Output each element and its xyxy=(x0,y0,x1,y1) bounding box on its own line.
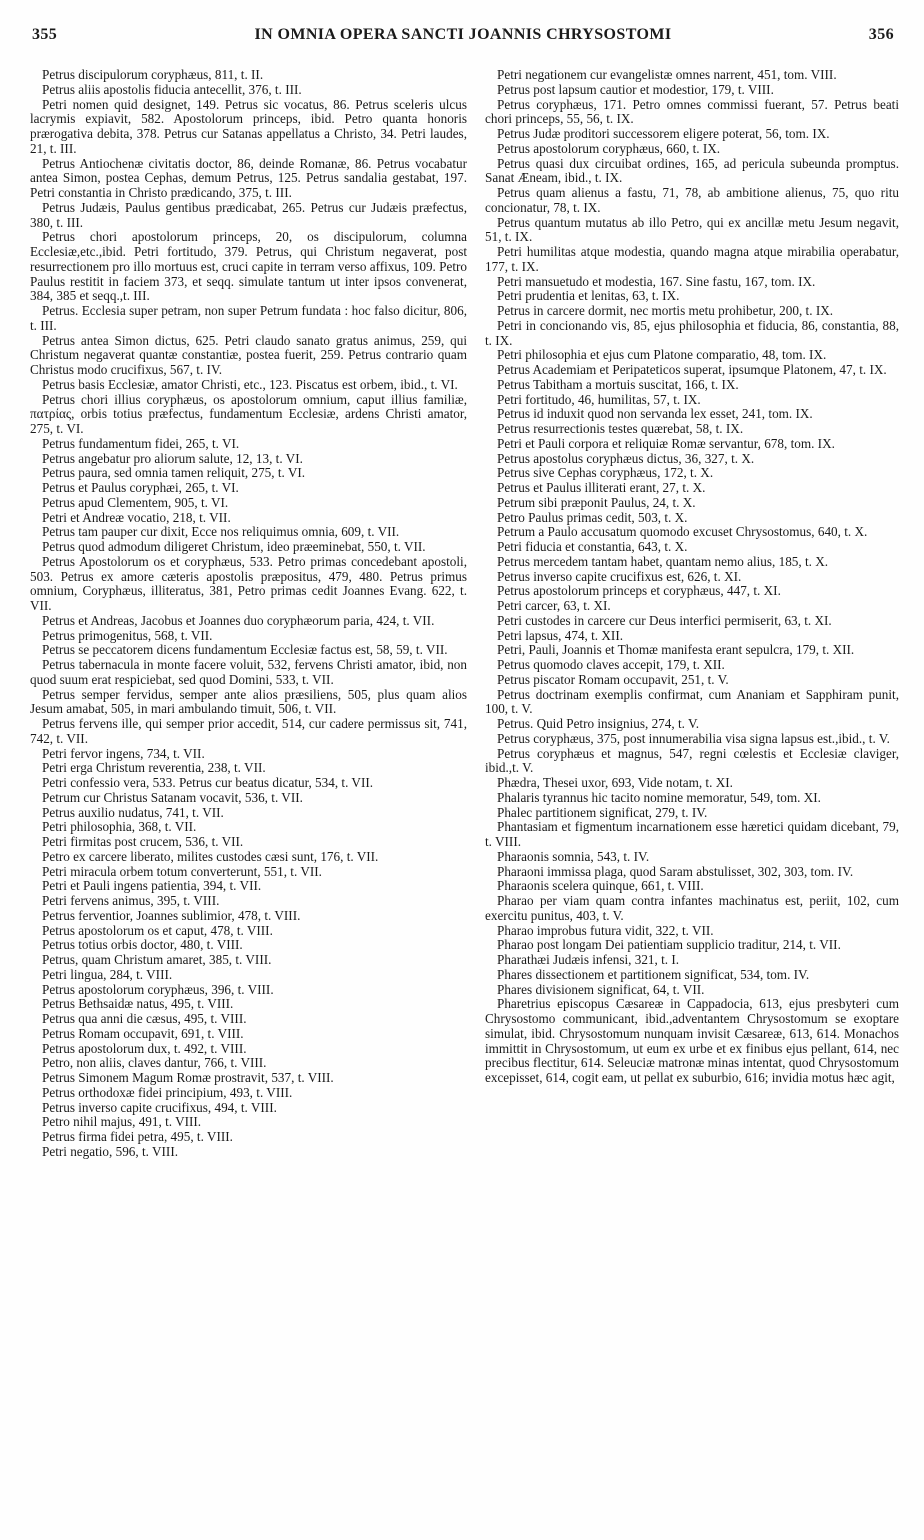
running-title: IN OMNIA OPERA SANCTI JOANNIS CHRYSOSTOMI xyxy=(254,26,672,43)
index-entry: Petrum a Paulo accusatum quomodo excuset Chrysostomus, 640, t. X. xyxy=(497,524,868,540)
index-entry: Phalaris tyrannus hic tacito nomine memoratur, 549, tom. XI. xyxy=(497,789,821,805)
index-entry: Pharao post longam Dei patientiam supplicio traditur, 214, t. VII. xyxy=(497,937,841,953)
index-entry: Pharetrius episcopus Cæsareæ in Cappadocia, 613, ejus presbyteri cum Chrysostomo communicant, ibid.,adventantem Chrysostomum se exoptare simulat, ibid. Chrysostomum nunquam invisit Cæsareæ, 613, 614. Monachos immittit in Chrysostomum, ut eum ex urbe et ex finibus ejus pellant, 614, nec precibus flectitur, 614. Seleuciæ matronæ minas intentat, quod Chrysostomum excepisset, 614, cogit eam, ut pellat ex suburbio, 616; invidia motus hæc agit, xyxy=(485,996,899,1085)
index-entry: Petrus discipulorum coryphæus, 811, t. II. xyxy=(42,68,264,82)
index-entry: Petri nomen quid designet, 149. Petrus sic vocatus, 86. Petrus sceleris ulcus lacrymis expiavit, 582. Apostolorum princeps, ibid. Petro quanta honoris prærogativa debita, 378. Petrus cur Satanas appellatus a Christo, 34. Petri laudes, 21, t. III. xyxy=(30,96,467,156)
index-entry: Petri et Pauli corpora et reliquiæ Romæ servantur, 678, tom. IX. xyxy=(497,435,835,451)
index-entry: Petri in concionando vis, 85, ejus philosophia et fiducia, 86, constantia, 88, t. IX. xyxy=(485,317,899,348)
index-entry: Petrus et Andreas, Jacobus et Joannes duo coryphæorum paria, 424, t. VII. xyxy=(42,612,435,628)
index-entry: Petri miracula orbem totum converterunt, 551, t. VII. xyxy=(42,863,322,879)
index-entry: Petrus quomodo claves accepit, 179, t. XII. xyxy=(497,657,725,672)
index-entry: Petrus Judæis, Paulus gentibus prædicabat, 265. Petrus cur Judæis præfectus, 380, t. III. xyxy=(30,199,467,230)
index-entry: Petrus paura, sed omnia tamen reliquit, 275, t. VI. xyxy=(42,465,306,481)
index-entry: Petrus Tabitham a mortuis suscitat, 166, t. IX. xyxy=(497,376,739,392)
index-entry: Petrus apostolorum coryphæus, 660, t. IX. xyxy=(497,140,721,156)
index-entry: Petrus mercedem tantam habet, quantam nemo alius, 185, t. X. xyxy=(497,553,829,569)
index-entry: Pharao per viam quam contra infantes machinatus est, periit, 102, cum exercitu punitus, 403, t. V. xyxy=(485,893,899,923)
index-entry: Petrus Apostolorum os et coryphæus, 533. Petro primas concedebant apostoli, 503. Petrus ex amore cæteris apostolis præpositus, 479, 480. Petrus primus omnium, Coryphæus, illiteratus, 381, Petro primas cedit Joannes Evang. 622, t. VII. xyxy=(30,553,467,613)
index-entry: Petrus. Quid Petro insignius, 274, t. V. xyxy=(497,716,700,731)
index-entry: Petrus Antiochenæ civitatis doctor, 86, deinde Romanæ, 86. Petrus vocabatur antea Simon, postea Cephas, demum Petrus, 125. Petrus sandalia gestabat, 197. Petri constantia in Christo prædicando, 375, t. III. xyxy=(30,155,467,200)
index-entry: Petrus totius orbis doctor, 480, t. VIII. xyxy=(42,937,243,953)
index-entry: Petrus inverso capite crucifixus, 494, t. VIII. xyxy=(42,1099,277,1115)
index-entry: Petrus inverso capite crucifixus est, 626, t. XI. xyxy=(497,568,742,584)
index-entry: Petrus qua anni die cæsus, 495, t. VIII. xyxy=(42,1011,247,1026)
index-entry: Petrus angebatur pro aliorum salute, 12, 13, t. VI. xyxy=(42,450,303,466)
index-entry: Petrus semper fervidus, semper ante alios præsiliens, 505, plus quam alios Jesum amabat, 505, in mari ambulando timuit, 506, t. VII. xyxy=(30,686,467,717)
index-entry: Phalec partitionem significat, 279, t. IV. xyxy=(497,804,708,820)
index-entry: Petrus et Paulus illiterati erant, 27, t. X. xyxy=(497,480,706,495)
index-entry: Petrus se peccatorem dicens fundamentum Ecclesiæ factus est, 58, 59, t. VII. xyxy=(42,642,448,658)
index-entry: Phares divisionem significat, 64, t. VII. xyxy=(497,981,705,997)
index-entry: Petro, non aliis, claves dantur, 766, t. VIII. xyxy=(42,1055,267,1071)
index-entry: Pharaoni immissa plaga, quod Saram abstulisset, 302, 303, tom. IV. xyxy=(497,863,854,879)
index-entry: Petrus Academiam et Peripateticos superat, ipsumque Platonem, 47, t. IX. xyxy=(497,362,887,377)
index-entry: Petrus quantum mutatus ab illo Petro, qui ex ancillæ metu Jesum negavit, 51, t. IX. xyxy=(485,214,899,245)
index-entry: Petri custodes in carcere cur Deus interfici permiserit, 63, t. XI. xyxy=(497,612,832,628)
index-entry: Petri fervens animus, 395, t. VIII. xyxy=(42,893,220,908)
index-entry: Petrus post lapsum cautior et modestior, 179, t. VIII. xyxy=(497,81,774,97)
index-entry: Petri et Pauli ingens patientia, 394, t. VII. xyxy=(42,878,262,894)
index-entry: Petri lapsus, 474, t. XII. xyxy=(497,627,624,643)
index-entry: Petrus, quam Christum amaret, 385, t. VIII. xyxy=(42,952,272,967)
index-entry: Petrus doctrinam exemplis confirmat, cum Ananiam et Sapphiram punit, 100, t. V. xyxy=(485,686,899,717)
index-entry: Petrus tam pauper cur dixit, Ecce nos reliquimus omnia, 609, t. VII. xyxy=(42,524,400,540)
index-entry: Petri philosophia et ejus cum Platone comparatio, 48, tom. IX. xyxy=(497,347,827,363)
index-entry: Petrum sibi præponit Paulus, 24, t. X. xyxy=(497,494,696,510)
index-entry: Petrus in carcere dormit, nec mortis metu prohibetur, 200, t. IX. xyxy=(497,303,834,318)
index-entry: Petro Paulus primas cedit, 503, t. X. xyxy=(497,509,688,525)
page-number-left: 355 xyxy=(32,26,58,43)
index-column-right xyxy=(485,68,899,1530)
index-entry: Petrus auxilio nudatus, 741, t. VII. xyxy=(42,804,224,820)
index-entry: Petri carcer, 63, t. XI. xyxy=(497,598,611,613)
index-entry: Petrus tabernacula in monte facere voluit, 532, fervens Christi amator, ibid, non quod suum erat respiciebat, sed quod Domini, 533, t. VII. xyxy=(30,657,467,687)
index-entry: Petri et Andreæ vocatio, 218, t. VII. xyxy=(42,509,231,525)
index-entry: Petrus orthodoxæ fidei principium, 493, t. VIII. xyxy=(42,1084,293,1100)
index-entry: Petrus apostolorum coryphæus, 396, t. VIII. xyxy=(42,981,274,997)
running-header xyxy=(32,14,894,48)
index-entry: Petri prudentia et lenitas, 63, t. IX. xyxy=(497,288,680,304)
index-entry: Petrus apud Clementem, 905, t. VI. xyxy=(42,494,229,510)
index-entry: Pharao improbus futura vidit, 322, t. VII. xyxy=(497,922,714,938)
index-entry: Petri negationem cur evangelistæ omnes narrent, 451, tom. VIII. xyxy=(497,68,837,82)
index-entry: Petrus Bethsaidæ natus, 495, t. VIII. xyxy=(42,996,234,1012)
index-entry: Petrus firma fidei petra, 495, t. VIII. xyxy=(42,1129,233,1144)
index-entry: Petrus apostolus coryphæus dictus, 36, 327, t. X. xyxy=(497,450,755,466)
index-entry: Petri philosophia, 368, t. VII. xyxy=(42,819,197,835)
index-entry: Petrus sive Cephas coryphæus, 172, t. X. xyxy=(497,465,714,481)
index-entry: Petrus Romam occupavit, 691, t. VIII. xyxy=(42,1025,244,1041)
index-entry: Petrus coryphæus, 171. Petro omnes commissi fuerant, 57. Petrus beati chori princeps, 55, 56, t. IX. xyxy=(485,96,899,127)
index-entry: Pharaonis somnia, 543, t. IV. xyxy=(497,848,650,864)
index-entry: Phædra, Thesei uxor, 693, Vide notam, t. XI. xyxy=(497,775,733,790)
index-entry: Petrus Judæ proditori successorem eligere poterat, 56, tom. IX. xyxy=(497,126,830,141)
index-entry: Petrus apostolorum princeps et coryphæus, 447, t. XI. xyxy=(497,583,781,599)
index-entry: Petrus quod admodum diligeret Christum, ideo præeminebat, 550, t. VII. xyxy=(42,539,426,554)
index-entry: Petrus resurrectionis testes quærebat, 58, t. IX. xyxy=(497,421,744,436)
index-entry: Petri erga Christum reverentia, 238, t. VII. xyxy=(42,760,266,776)
index-entry: Petrus. Ecclesia super petram, non super Petrum fundata : hoc falso dicitur, 806, t. III. xyxy=(30,303,467,333)
index-entry: Petrum cur Christus Satanam vocavit, 536, t. VII. xyxy=(42,789,303,805)
index-entry: Petrus Simonem Magum Romæ prostravit, 537, t. VIII. xyxy=(42,1070,334,1085)
index-entry: Petro ex carcere liberato, milites custodes cæsi sunt, 176, t. VII. xyxy=(42,848,379,864)
index-entry: Petrus chori apostolorum princeps, 20, os discipulorum, columna Ecclesiæ,etc.,ibid. Petri fortitudo, 379. Petrus, qui Christum negaverat, post resurrectionem pro illo mortuus est, cruci capite in terram verso affixus, 109. Petro Paulus restitit in faciem 373, et seqq. simulate tantum ut inter ipsos convenerat, 384, 385 et seqq.,t. III. xyxy=(30,229,467,304)
index-entry: Petro nihil majus, 491, t. VIII. xyxy=(42,1114,202,1130)
index-entry: Petri, Pauli, Joannis et Thomæ manifesta erant sepulcra, 179, t. XII. xyxy=(497,642,855,658)
index-entry: Petri negatio, 596, t. VIII. xyxy=(42,1143,179,1159)
index-entry: Petri fortitudo, 46, humilitas, 57, t. IX. xyxy=(497,391,701,407)
index-entry: Phares dissectionem et partitionem significat, 534, tom. IV. xyxy=(497,966,810,982)
index-entry: Petri humilitas atque modestia, quando magna atque mirabilia operabatur, 177, t. IX. xyxy=(485,244,899,274)
index-entry: Petrus quam alienus a fastu, 71, 78, ab ambitione alienus, 75, quo ritu concionatur, 78, t. IX. xyxy=(485,185,899,215)
index-entry: Pharaonis scelera quinque, 661, t. VIII. xyxy=(497,878,704,894)
index-entry: Petrus id induxit quod non servanda lex esset, 241, tom. IX. xyxy=(497,406,813,422)
index-entry: Petri confessio vera, 533. Petrus cur beatus dicatur, 534, t. VII. xyxy=(42,775,374,790)
index-entry: Petrus quasi dux circuibat ordines, 165, ad pericula subeunda promptus. Sanat Æneam, ibid., t. IX. xyxy=(485,155,899,186)
page-number-right: 356 xyxy=(868,26,894,43)
index-entry: Petrus fervens ille, qui semper prior accedit, 514, cur cadere permissus sit, 741, 742, t. VII. xyxy=(30,716,467,746)
index-entry: Petrus coryphæus, 375, post innumerabilia visa signa lapsus est.,ibid., t. V. xyxy=(497,730,890,746)
index-entry: Phantasiam et figmentum incarnationem esse hæretici quidam dicebant, 79, t. VIII. xyxy=(485,819,899,849)
index-entry: Petri lingua, 284, t. VIII. xyxy=(42,966,173,982)
index-entry: Petrus piscator Romam occupavit, 251, t. V. xyxy=(497,671,729,687)
index-entry: Petri mansuetudo et modestia, 167. Sine fastu, 167, tom. IX. xyxy=(497,273,816,289)
index-entry: Petri fiducia et constantia, 643, t. X. xyxy=(497,539,688,554)
index-entry: Petri firmitas post crucem, 536, t. VII. xyxy=(42,834,244,849)
index-entry: Petrus basis Ecclesiæ, amator Christi, etc., 123. Piscatus est orbem, ibid., t. VI. xyxy=(42,376,458,392)
index-entry: Petrus aliis apostolis fiducia antecellit, 376, t. III. xyxy=(42,81,302,97)
index-entry: Petrus ferventior, Joannes sublimior, 478, t. VIII. xyxy=(42,907,301,923)
index-entry: Petrus chori illius coryphæus, os apostolorum omnium, caput illius familiæ, πατρίας, orbis totius præfectus, fundamentum Ecclesiæ, ardens Christi amator, 275, t. VI. xyxy=(30,391,467,436)
index-entry: Petrus apostolorum os et caput, 478, t. VIII. xyxy=(42,922,273,938)
index-entry: Petrus primogenitus, 568, t. VII. xyxy=(42,627,213,643)
index-column-left xyxy=(30,68,467,1530)
index-entry: Petrus antea Simon dictus, 625. Petri claudo sanato gratus animus, 259, qui Christum negaverat quantæ constantiæ, postea fuerit, 259. Petrus contrario quam Christus modo crucifixus, 567, t. IV. xyxy=(30,332,467,377)
index-entry: Petrus apostolorum dux, t. 492, t. VIII. xyxy=(42,1040,247,1056)
index-entry: Petrus coryphæus et magnus, 547, regni cœlestis et Ecclesiæ claviger, ibid.,t. V. xyxy=(485,745,899,776)
index-entry: Petri fervor ingens, 734, t. VII. xyxy=(42,745,205,761)
index-entry: Petrus et Paulus coryphæi, 265, t. VI. xyxy=(42,480,239,495)
index-entry: Petrus fundamentum fidei, 265, t. VI. xyxy=(42,435,240,451)
index-entry: Pharathæi Judæis infensi, 321, t. I. xyxy=(497,952,680,967)
